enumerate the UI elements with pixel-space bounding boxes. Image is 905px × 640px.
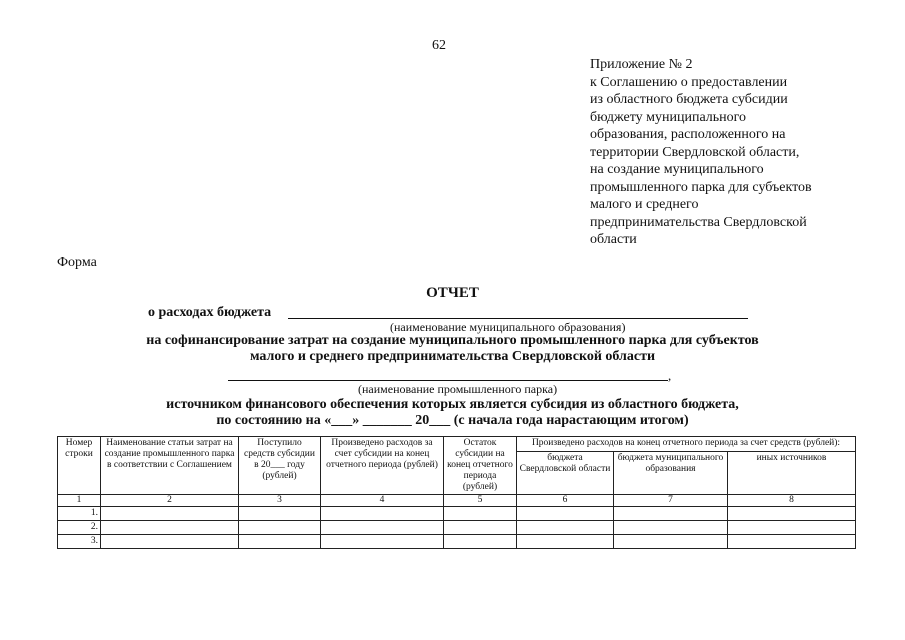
page-number: 62 xyxy=(432,38,446,53)
table-cell[interactable] xyxy=(321,521,444,535)
header-other-sources: иных источников xyxy=(728,452,856,495)
report-line-date: по состоянию на «___» _______ 20___ (с начала года нарастающим итогом) xyxy=(216,413,689,428)
park-hint: (наименование промышленного парка) xyxy=(358,382,558,396)
table-cell[interactable] xyxy=(101,507,239,521)
annex-line: бюджету муниципального xyxy=(590,109,747,125)
table-cell[interactable] xyxy=(728,535,856,549)
table-cell[interactable] xyxy=(444,535,517,549)
report-line-source: источником финансового обеспечения которых является субсидия из областного бюджета, xyxy=(166,397,739,412)
table-cell[interactable] xyxy=(444,521,517,535)
column-number: 2 xyxy=(101,495,239,507)
table-row xyxy=(58,521,856,535)
annex-line: малого и среднего xyxy=(590,197,699,212)
municipality-name-line[interactable] xyxy=(288,318,748,319)
header-spent-subsidy: Произведено расходов за счет субсидии на конец отчетного периода (рублей) xyxy=(321,437,444,495)
annex-line: области xyxy=(590,232,637,247)
table-cell[interactable] xyxy=(444,507,517,521)
header-spent-group: Произведено расходов на конец отчетного периода за счет средств (рублей): xyxy=(517,437,856,452)
expenses-table xyxy=(57,436,856,549)
column-number: 7 xyxy=(614,495,728,507)
annex-line: из областного бюджета субсидии xyxy=(590,92,788,107)
table-cell[interactable] xyxy=(101,535,239,549)
annex-line: предпринимательства Свердловской xyxy=(590,214,807,230)
table-cell[interactable] xyxy=(614,521,728,535)
form-label: Форма xyxy=(57,255,97,270)
column-number: 5 xyxy=(444,495,517,507)
table-cell[interactable] xyxy=(239,535,321,549)
row-number: 3. xyxy=(58,535,101,549)
header-row-number: Номер строки xyxy=(58,437,101,495)
report-line-purpose: на софинансирование затрат на создание муниципального промышленного парка для субъектов xyxy=(146,333,759,348)
table-row xyxy=(58,535,856,549)
park-name-line[interactable] xyxy=(228,380,668,381)
header-municipal-budget: бюджета муниципального образования xyxy=(614,452,728,495)
table-cell[interactable] xyxy=(239,521,321,535)
report-line-region: малого и среднего предпринимательства Свердловской области xyxy=(249,349,656,364)
table-cell[interactable] xyxy=(321,507,444,521)
table-cell[interactable] xyxy=(614,535,728,549)
table-cell[interactable] xyxy=(517,507,614,521)
header-expense-item: Наименование статьи затрат на создание промышленного парка в соответствии с Соглашением xyxy=(101,437,239,495)
annex-line: на создание муниципального xyxy=(590,162,764,177)
annex-line: к Соглашению о предоставлении xyxy=(590,74,788,90)
table-cell[interactable] xyxy=(101,521,239,535)
table-cell[interactable] xyxy=(321,535,444,549)
annex-line: Приложение № 2 xyxy=(590,57,693,72)
row-number: 1. xyxy=(58,507,101,521)
table-cell[interactable] xyxy=(728,507,856,521)
header-received: Поступило средств субсидии в 20___ году (рублей) xyxy=(239,437,321,495)
column-number: 4 xyxy=(321,495,444,507)
header-regional-budget: бюджета Свердловской области xyxy=(517,452,614,495)
annex-line: промышленного парка для субъектов xyxy=(590,179,812,195)
header-remaining: Остаток субсидии на конец отчетного периода (рублей) xyxy=(444,437,517,495)
table-cell[interactable] xyxy=(728,521,856,535)
column-number: 8 xyxy=(728,495,856,507)
park-line-comma: , xyxy=(668,368,672,383)
table-cell[interactable] xyxy=(239,507,321,521)
row-number: 2. xyxy=(58,521,101,535)
report-title: ОТЧЕТ xyxy=(426,285,479,301)
column-number: 1 xyxy=(58,495,101,507)
annex-line: территории Свердловской области, xyxy=(590,144,800,160)
report-line-budget: о расходах бюджета xyxy=(148,305,272,320)
column-number: 6 xyxy=(517,495,614,507)
table-cell[interactable] xyxy=(614,507,728,521)
table-cell[interactable] xyxy=(517,535,614,549)
table-cell[interactable] xyxy=(517,521,614,535)
annex-block xyxy=(590,56,890,249)
table-row xyxy=(58,507,856,521)
municipality-hint: (наименование муниципального образования) xyxy=(390,320,626,334)
column-number: 3 xyxy=(239,495,321,507)
annex-line: образования, расположенного на xyxy=(590,127,786,142)
